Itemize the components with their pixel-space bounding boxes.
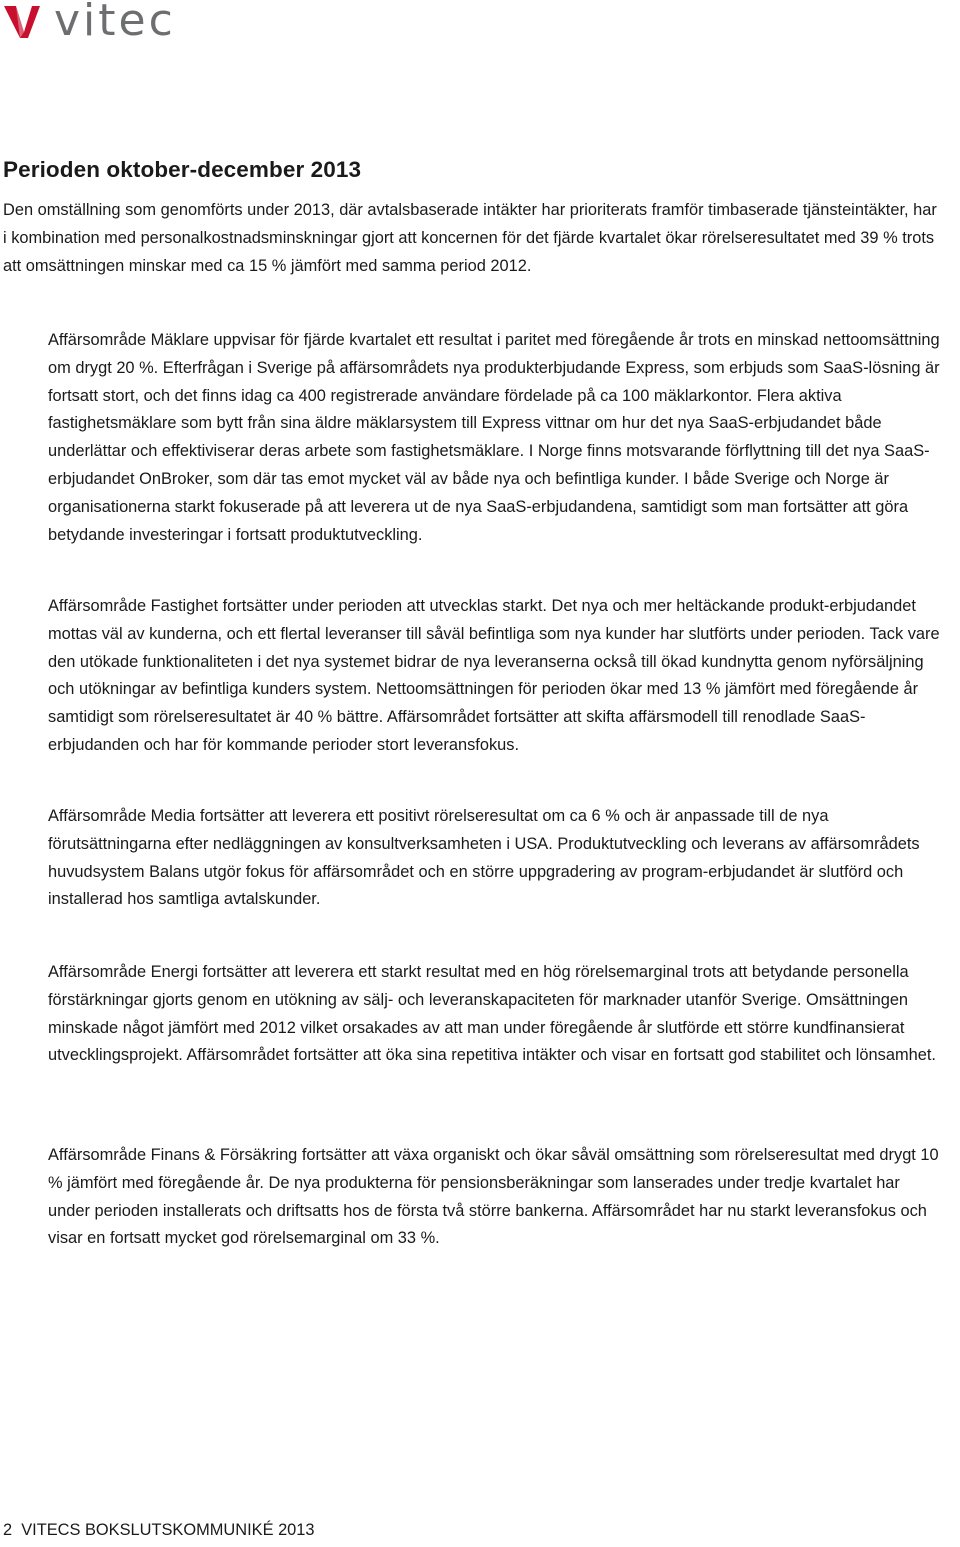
vitec-logo-mark-icon	[2, 2, 42, 40]
paragraph-intro: Den omställning som genomförts under 2013, där avtalsbaserade intäkter har prioriterats framför timbaserade tjänsteintäkter, har i kombination med personalkostnadsminskningar gjort att koncernen för det fjärde kvartalet ökar rörelseresultatet med 39 % trots att omsättningen minskar med ca 15 % jämfört med samma period 2012.	[3, 201, 937, 275]
page-title: Perioden oktober-december 2013	[3, 157, 362, 182]
paragraph-energi: Affärsområde Energi fortsätter att leverera ett starkt resultat med en hög rörelsemarginal trots att betydande personella förstärkningar gjorts genom en utökning av sälj- och leveranskapaciteten för marknader utanför Sverige. Omsättningen minskade något jämfört med 2012 vilket orsakades av att man under föregående år slutförde ett större kundfinansierat utvecklingsprojekt. Affärsområdet fortsätter att öka sina repetitiva intäkter och visar en fortsatt god stabilitet och lönsamhet.	[48, 963, 936, 1065]
paragraph-finans: Affärsområde Finans & Försäkring fortsätter att växa organiskt och ökar såväl omsättning som rörelseresultat med drygt 10 % jämfört med föregående år. De nya produkterna för pensionsberäkningar som lanserades under tredje kvartalet har under perioden installerats och driftsatts hos de första två större bankerna. Affärsområdet har nu starkt leveransfokus och visar en fortsatt mycket god rörelsemarginal om 33 %.	[48, 1146, 939, 1248]
footer-document-title: VITECS BOKSLUTSKOMMUNIKÉ 2013	[21, 1521, 315, 1539]
page-number: 2	[3, 1521, 13, 1539]
paragraph-media: Affärsområde Media fortsätter att leverera ett positivt rörelseresultat om ca 6 % och är anpassade till de nya förutsättningarna efter nedläggningen av konsultverksamheten i USA. Produktutveckling och leverans av affärsområdets huvudsystem Balans utgör fokus för affärsområdet och en större uppgradering av program-erbjudandet är slutförd och installerad hos samtliga avtalskunder.	[48, 807, 920, 909]
page-footer	[3, 1521, 315, 1540]
paragraph-fastighet: Affärsområde Fastighet fortsätter under perioden att utvecklas starkt. Det nya och mer heltäckande produkt-erbjudandet mottas väl av kunderna, och ett flertal leveranser till såväl befintliga som nya kunder har slutförts under perioden. Tack vare den utökade funktionaliteten i det nya systemet bidrar de nya leveranserna också till ökad kundnytta genom nyförsäljning och utökningar av befintliga kunders system. Nettoomsättningen för perioden ökar med 13 % jämfört med föregående år samtidigt som rörelseresultatet är 40 % bättre. Affärsområdet fortsätter att skifta affärsmodell till renodlade SaaS-erbjudanden och har för kommande perioder stort leveransfokus.	[48, 597, 940, 754]
logo-wordmark: vitec	[54, 0, 176, 46]
paragraph-maklare: Affärsområde Mäklare uppvisar för fjärde kvartalet ett resultat i paritet med föregående år trots en minskad nettoomsättning om drygt 20 %. Efterfrågan i Sverige på affärsområdets nya produkterbjudande Express, som erbjuds som SaaS-lösning är fortsatt stort, och det finns idag ca 400 registrerade användare fördelade på ca 100 mäklarkontor. Flera aktiva fastighetsmäklare som bytt från sina äldre mäklarsystem till Express vittnar om hur det nya SaaS-erbjudandet både underlättar och effektiviserar deras arbete som fastighetsmäklare. I Norge finns motsvarande förflyttning till det nya SaaS- erbjudandet OnBroker, som där tas emot mycket väl av både nya och befintliga kunder. I både Sverige och Norge är organisationerna starkt fokuserade på att leverera ut de nya SaaS-erbjudandena, samtidigt som man fortsätter att göra betydande investeringar i fortsatt produktutveckling.	[48, 331, 940, 544]
vitec-logo	[2, 0, 176, 46]
